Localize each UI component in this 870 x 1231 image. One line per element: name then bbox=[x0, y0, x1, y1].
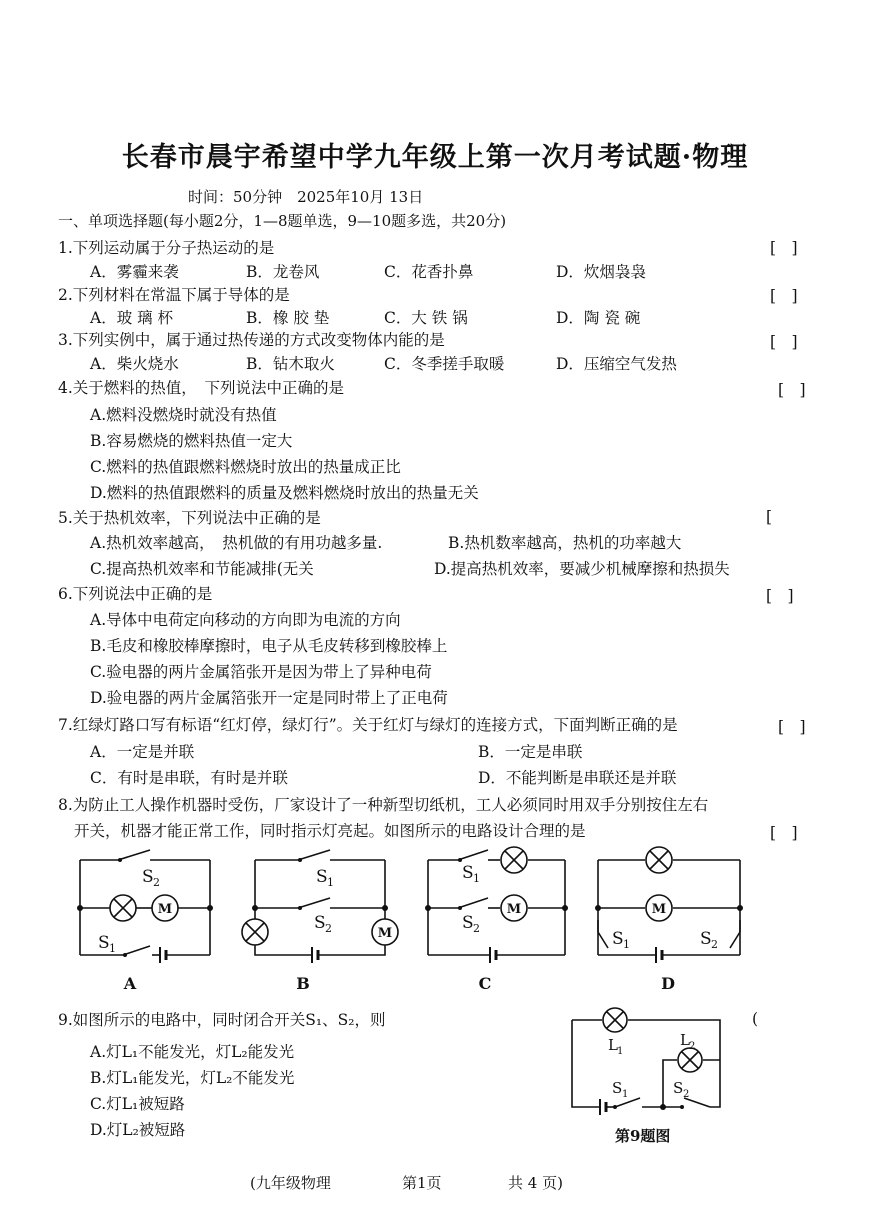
q5-option-a: A.热机效率越高， 热机做的有用功越多量. bbox=[90, 534, 383, 552]
q6-option-a: A.导体中电荷定向移动的方向即为电流的方向 bbox=[90, 611, 401, 629]
switch-subscript: 1 bbox=[623, 938, 630, 951]
question-1-stem: 1.下列运动属于分子热运动的是 bbox=[58, 239, 275, 257]
q3-option-c: C．冬季搓手取暖 bbox=[384, 355, 505, 373]
answer-bracket-4[interactable]: [ ] bbox=[778, 381, 806, 399]
q7-option-b: B．一定是串联 bbox=[478, 743, 583, 761]
lamp-icon bbox=[242, 919, 268, 945]
q9-option-c: C.灯L₁被短路 bbox=[90, 1095, 185, 1113]
q1-option-d: D．炊烟袅袅 bbox=[556, 263, 646, 281]
switch-subscript: 2 bbox=[473, 922, 480, 935]
question-4-stem: 4.关于燃料的热值， 下列说法中正确的是 bbox=[58, 379, 345, 397]
q9-option-b: B.灯L₁能发光，灯L₂不能发光 bbox=[90, 1069, 295, 1087]
q1-option-b: B．龙卷风 bbox=[246, 263, 320, 281]
switch-label: S bbox=[462, 863, 474, 883]
switch-label: S bbox=[98, 933, 110, 953]
page-title: 长春市晨宇希望中学九年级上第一次月考试题·物理 bbox=[121, 142, 749, 173]
switch-label: S bbox=[314, 913, 326, 933]
switch-subscript: 1 bbox=[622, 1089, 629, 1100]
switch-subscript: 1 bbox=[327, 876, 334, 889]
switch-subscript: 1 bbox=[109, 942, 116, 955]
answer-bracket-7[interactable]: [ ] bbox=[778, 718, 806, 736]
section-1-heading: 一、单项选择题(每小题2分，1—8题单选，9—10题多选，共20分) bbox=[58, 212, 507, 230]
switch-subscript: 1 bbox=[473, 872, 480, 885]
answer-bracket-6[interactable]: [ ] bbox=[766, 587, 794, 605]
footer-course: (九年级物理 bbox=[250, 1174, 331, 1192]
question-8-circuit-figures bbox=[0, 840, 870, 1000]
answer-bracket-3[interactable]: [ ] bbox=[770, 333, 798, 351]
q7-option-a: A．一定是并联 bbox=[90, 743, 195, 761]
question-6-stem: 6.下列说法中正确的是 bbox=[58, 585, 213, 603]
question-7-stem: 7.红绿灯路口写有标语“红灯停，绿灯行”。关于红灯与绿灯的连接方式，下面判断正确的是 bbox=[58, 716, 678, 734]
q6-option-c: C.验电器的两片金属箔张开是因为带上了异种电荷 bbox=[90, 663, 432, 681]
circuit-label-b: B bbox=[296, 974, 310, 993]
answer-bracket-8[interactable]: [ ] bbox=[770, 824, 798, 842]
motor-label: M bbox=[506, 902, 522, 917]
switch-label: S bbox=[700, 929, 712, 949]
q5-option-d: D.提高热机效率，要减少机械摩擦和热损失 bbox=[434, 560, 730, 578]
lamp-subscript: 1 bbox=[617, 1046, 624, 1057]
question-3-stem: 3.下列实例中，属于通过热传递的方式改变物体内能的是 bbox=[58, 331, 445, 349]
lamp-subscript: 2 bbox=[689, 1041, 696, 1052]
q9-option-a: A.灯L₁不能发光，灯L₂能发光 bbox=[90, 1043, 295, 1061]
q4-option-c: C.燃料的热值跟燃料燃烧时放出的热量成正比 bbox=[90, 458, 401, 476]
lamp-l2-label: L bbox=[680, 1031, 690, 1049]
switch-label: S bbox=[462, 913, 474, 933]
lamp-icon bbox=[501, 847, 527, 873]
footer-total-pages: 共 4 页) bbox=[508, 1174, 563, 1192]
circuit-label-c: C bbox=[478, 974, 492, 993]
question-2-stem: 2.下列材料在常温下属于导体的是 bbox=[58, 286, 290, 304]
answer-bracket-2[interactable]: [ ] bbox=[770, 287, 798, 305]
q2-option-b: B．橡 胶 垫 bbox=[246, 309, 330, 327]
question-8-stem: 8.为防止工人操作机器时受伤，厂家设计了一种新型切纸机，工人必须同时用双手分别按住左右 bbox=[58, 796, 709, 814]
q5-option-b: B.热机数率越高，热机的功率越大 bbox=[448, 534, 682, 552]
answer-bracket-9[interactable]: ( bbox=[752, 1010, 759, 1028]
question-8-stem-continued: 开关，机器才能正常工作，同时指示灯亮起。如图所示的电路设计合理的是 bbox=[74, 822, 586, 840]
q3-option-b: B．钻木取火 bbox=[246, 355, 335, 373]
circuit-label-a: A bbox=[123, 974, 137, 993]
motor-label: M bbox=[377, 926, 393, 941]
lamp-icon bbox=[646, 847, 672, 873]
q6-option-d: D.验电器的两片金属箔张开一定是同时带上了正电荷 bbox=[90, 689, 448, 707]
switch-label: S bbox=[612, 929, 624, 949]
switch-label: S bbox=[142, 867, 154, 887]
question-5-stem: 5.关于热机效率，下列说法中正确的是 bbox=[58, 509, 321, 527]
lamp-l1-label: L bbox=[608, 1036, 618, 1054]
motor-label: M bbox=[651, 902, 667, 917]
switch-subscript: 2 bbox=[711, 938, 718, 951]
q9-option-d: D.灯L₂被短路 bbox=[90, 1121, 186, 1139]
q1-option-c: C．花香扑鼻 bbox=[384, 263, 474, 281]
exam-time-date: 时间：50分钟 2025年10月 13日 bbox=[188, 188, 424, 206]
q7-option-c: C．有时是串联，有时是并联 bbox=[90, 769, 288, 787]
q5-option-c: C.提高热机效率和节能减排(无关 bbox=[90, 560, 314, 578]
circuit-label-d: D bbox=[661, 974, 675, 993]
question-9-circuit-figure bbox=[560, 1005, 750, 1150]
q1-option-a: A．雾霾来袭 bbox=[90, 263, 179, 281]
q4-option-b: B.容易燃烧的燃料热值一定大 bbox=[90, 432, 293, 450]
q7-option-d: D．不能判断是串联还是并联 bbox=[478, 769, 677, 787]
q2-option-c: C．大 铁 锅 bbox=[384, 309, 468, 327]
switch-label: S bbox=[316, 867, 328, 887]
q3-option-d: D．压缩空气发热 bbox=[556, 355, 677, 373]
motor-label: M bbox=[157, 902, 173, 917]
q4-option-a: A.燃料没燃烧时就没有热值 bbox=[90, 406, 277, 424]
q2-option-d: D．陶 瓷 碗 bbox=[556, 309, 641, 327]
lamp-l1-icon bbox=[603, 1008, 627, 1032]
switch-s1-label: S bbox=[612, 1079, 623, 1097]
answer-bracket-1[interactable]: [ ] bbox=[770, 239, 798, 257]
switch-subscript: 2 bbox=[325, 922, 332, 935]
switch-subscript: 2 bbox=[153, 876, 160, 889]
footer-page-number: 第1页 bbox=[402, 1174, 442, 1192]
q6-option-b: B.毛皮和橡胶棒摩擦时，电子从毛皮转移到橡胶棒上 bbox=[90, 637, 448, 655]
switch-s2-label: S bbox=[673, 1079, 684, 1097]
q4-option-d: D.燃料的热值跟燃料的质量及燃料燃烧时放出的热量无关 bbox=[90, 484, 479, 502]
lamp-icon bbox=[110, 895, 136, 921]
figure-9-caption: 第9题图 bbox=[615, 1127, 671, 1145]
q3-option-a: A．柴火烧水 bbox=[90, 355, 179, 373]
circuit-c bbox=[428, 850, 565, 963]
answer-bracket-5[interactable]: [ bbox=[766, 508, 773, 526]
q2-option-a: A．玻 璃 杯 bbox=[90, 309, 174, 327]
switch-subscript: 2 bbox=[683, 1089, 690, 1100]
question-9-stem: 9.如图所示的电路中，同时闭合开关S₁、S₂，则 bbox=[58, 1011, 386, 1029]
